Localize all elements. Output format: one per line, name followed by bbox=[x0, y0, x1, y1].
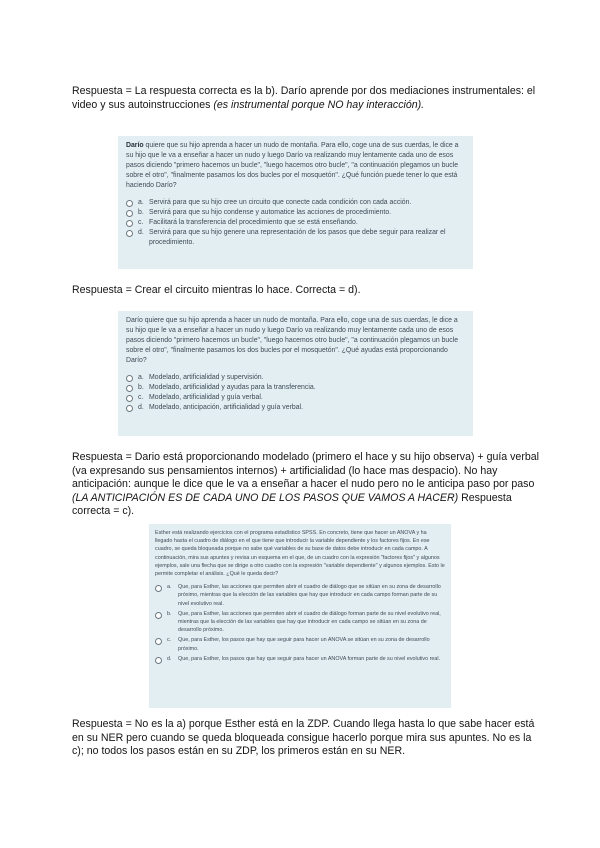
answer-3-tail: Respuesta correcta = c). bbox=[72, 491, 512, 518]
quiz-1-option-c[interactable] bbox=[126, 218, 465, 228]
quiz-1-option-a[interactable] bbox=[126, 198, 465, 208]
option-text: Servirá para que su hijo cree un circuito que conecte cada condición con cada acción. bbox=[149, 199, 412, 206]
option-text: Que, para Esther, los pasos que hay que seguir para hacer un ANOVA forman parte de su nivel evolutivo real. bbox=[178, 655, 441, 662]
option-text: Modelado, artificialidad y ayudas para la transferencia. bbox=[149, 384, 316, 391]
option-letter: d. bbox=[138, 229, 144, 236]
radio-icon[interactable] bbox=[155, 638, 162, 645]
option-letter: b. bbox=[138, 209, 144, 216]
quiz-1-option-d[interactable] bbox=[126, 228, 465, 248]
quiz-question-1 bbox=[118, 136, 473, 269]
answer-4-text: Respuesta = No es la a) porque Esther está en la ZDP. Cuando llega hasta lo que sabe hacer está en su NER pero cuando se queda bloqueada consigue hacerlo porque mira sus apuntes. No es la c); no todos los pasos están en su ZDP, los primeros están en su NER. bbox=[72, 718, 535, 758]
quiz-2-option-b[interactable] bbox=[126, 383, 465, 393]
option-text: Que, para Esther, las acciones que permiten abrir el cuadro de diálogo forman parte de su nivel evolutivo real, mientras que la elección de las variables que hay que introducir en cada campo se sitúan en su zona de desarrollo próximo. bbox=[178, 610, 441, 634]
option-letter: d. bbox=[167, 655, 172, 662]
quiz-1-options bbox=[126, 198, 465, 248]
quiz-1-stem bbox=[126, 141, 465, 191]
quiz-question-3 bbox=[149, 524, 451, 708]
option-letter: c. bbox=[138, 219, 144, 226]
option-text: Que, para Esther, los pasos que hay que seguir para hacer un ANOVA se sitúan en su zona de desarrollo próximo. bbox=[178, 637, 430, 652]
radio-icon[interactable] bbox=[126, 395, 133, 402]
quiz-1-option-b[interactable] bbox=[126, 208, 465, 218]
option-text: Facilitará la transferencia del procedimiento que se está enseñando. bbox=[149, 219, 358, 226]
option-text: Servirá para que su hijo condense y automatice las acciones de procedimiento. bbox=[149, 209, 392, 216]
quiz-question-2 bbox=[118, 311, 473, 436]
quiz-3-option-a[interactable] bbox=[155, 583, 445, 608]
radio-icon[interactable] bbox=[126, 385, 133, 392]
radio-icon[interactable] bbox=[155, 585, 162, 592]
answer-3-text: Respuesta = Dario está proporcionando modelado (primero el hace y su hijo observa) + guía verbal (va expresando sus pensamientos internos) + artificialidad (lo hace mas despacio). No hay anticipación: aunque le dice que le va a enseñar a hacer el nudo pero no le anticipa paso por paso bbox=[72, 451, 539, 491]
quiz-3-option-b[interactable] bbox=[155, 610, 445, 635]
answer-3 bbox=[72, 451, 542, 519]
answer-1-text: Respuesta = La respuesta correcta es la b). Darío aprende por dos mediaciones instrumentales: el video y sus autoinstrucciones bbox=[72, 85, 536, 111]
quiz-3-options bbox=[155, 583, 445, 664]
option-text: Modelado, artificialidad y supervisión. bbox=[149, 374, 264, 381]
option-letter: b. bbox=[138, 384, 144, 391]
option-text: Servirá para que su hijo genere una representación de los pasos que debe seguir para realizar el procedimiento. bbox=[149, 229, 446, 246]
answer-1-italic: (es instrumental porque NO hay interacción). bbox=[213, 98, 425, 111]
option-text: Modelado, anticipación, artificialidad y guía verbal. bbox=[149, 404, 303, 411]
quiz-3-option-c[interactable] bbox=[155, 636, 445, 652]
quiz-2-option-c[interactable] bbox=[126, 393, 465, 403]
radio-icon[interactable] bbox=[126, 200, 133, 207]
answer-2 bbox=[72, 284, 542, 298]
answer-1 bbox=[72, 85, 542, 112]
option-letter: c. bbox=[138, 394, 144, 401]
option-letter: d. bbox=[138, 404, 144, 411]
answer-3-italic: (LA ANTICIPACIÓN ES DE CADA UNO DE LOS PASOS QUE VAMOS A HACER) bbox=[72, 491, 459, 504]
option-letter: a. bbox=[167, 584, 172, 591]
quiz-2-options bbox=[126, 373, 465, 413]
radio-icon[interactable] bbox=[126, 375, 133, 382]
quiz-3-stem: Esther está realizando ejercicios con el programa estadístico SPSS. En concreto, tiene que hacer un ANOVA y ha llegado hasta el cuadro de diálogo en el que tiene que introducir la variable dependiente y los factores fijos. En ese cuadro, se queda bloqueada porque no sabe qué variables de su base de datos debe introducir en cada campo. A continuación, mira sus apuntes y revisa un esquema en el que, de un cuadro con la expresión "factores fijos" y algunos ejemplos, sale una flecha que se dirige a otro cuadro con la expresión "variable dependiente" y algunos ejemplos. Esto le permite completar el análisis. ¿Qué le queda decir? bbox=[155, 530, 445, 578]
answer-4 bbox=[72, 718, 542, 759]
option-text: Modelado, artificialidad y guía verbal. bbox=[149, 394, 263, 401]
option-letter: a. bbox=[138, 374, 144, 381]
radio-icon[interactable] bbox=[155, 657, 162, 664]
quiz-2-stem: Darío quiere que su hijo aprenda a hacer un nudo de montaña. Para ello, coge una de sus cuerdas, le dice a su hijo que le va a enseñar a hacer un nudo y luego Darío va realizando muy lentamente cada uno de esos pasos diciendo "primero hacemos un bucle", "luego hacemos otro bucle", "a continuación plegamos un bucle sobre el otro", "finalmente pasamos los dos bucles por el mosquetón". ¿Qué ayudas está proporcionando Darío? bbox=[126, 317, 459, 364]
option-text: Que, para Esther, las acciones que permiten abrir el cuadro de diálogo que se sitúan en su zona de desarrollo próximo, mientras que la elección de las variables que hay que introducir en cada campo forman parte de su nivel evolutivo real. bbox=[178, 584, 441, 607]
radio-icon[interactable] bbox=[126, 220, 133, 227]
quiz-3-option-d[interactable] bbox=[155, 655, 445, 664]
radio-icon[interactable] bbox=[126, 405, 133, 412]
option-letter: b. bbox=[167, 610, 172, 617]
answer-2-text: Respuesta = Crear el circuito mientras lo hace. Correcta = d). bbox=[72, 284, 361, 296]
radio-icon[interactable] bbox=[155, 612, 162, 619]
quiz-1-stem-name: Darío bbox=[126, 142, 144, 149]
quiz-2-option-d[interactable] bbox=[126, 403, 465, 413]
option-letter: c. bbox=[167, 637, 172, 644]
quiz-1-stem-text: quiere que su hijo aprenda a hacer un nudo de montaña. Para ello, coge una de sus cuerdas, le dice a su hijo que le va a enseñar a hacer un nudo y luego Darío va realizando muy lentamente cada uno de esos pasos diciendo "primero hacemos un bucle", "luego hacemos otro bucle", "a continuación plegamos un bucle sobre el otro", "finalmente pasamos los dos bucles por el mosquetón". ¿Qué función puede tener lo que está haciendo Darío? bbox=[126, 142, 459, 189]
radio-icon[interactable] bbox=[126, 230, 133, 237]
option-letter: a. bbox=[138, 199, 144, 206]
radio-icon[interactable] bbox=[126, 210, 133, 217]
quiz-2-option-a[interactable] bbox=[126, 373, 465, 383]
